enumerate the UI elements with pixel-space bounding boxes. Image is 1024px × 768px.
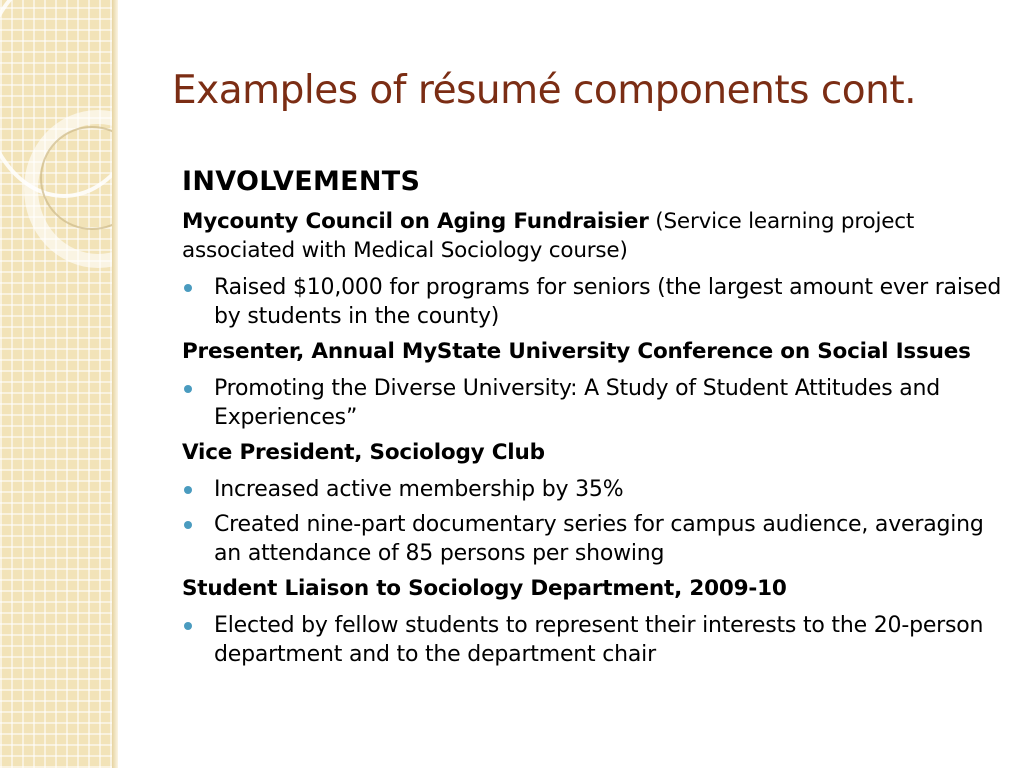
entry-role (182, 438, 1002, 467)
slide-title: Examples of résumé components cont. (172, 68, 917, 113)
decorative-side-panel (0, 0, 112, 768)
section-heading: INVOLVEMENTS (182, 166, 421, 197)
list-item-text: Promoting the Diverse University: A Study of Student Attitudes and Experiences” (214, 376, 941, 430)
bullet-list (182, 374, 1002, 432)
slide-content (182, 163, 1002, 675)
entry-role-note: (Service learning project associated with Medical Sociology course) (182, 209, 915, 263)
entry-role-title: Mycounty Council on Aging Fundraisier (182, 209, 649, 234)
entry-role-title: Student Liaison to Sociology Department, 2009-10 (182, 576, 787, 601)
list-item (182, 374, 1002, 432)
bullet-icon (184, 486, 192, 494)
entry-block (182, 337, 1002, 366)
bullet-icon (184, 521, 192, 529)
side-panel-edge (112, 0, 118, 768)
bullet-icon (184, 622, 192, 630)
bullet-list (182, 273, 1002, 331)
list-item-text: Created nine-part documentary series for campus audience, averaging an attendance of 85 persons per showing (214, 512, 984, 566)
list-item-text: Elected by fellow students to represent their interests to the 20-person department and to the department chair (214, 613, 984, 667)
list-item (182, 611, 1002, 669)
list-item-text: Raised $10,000 for programs for seniors (the largest amount ever raised by students in the county) (214, 275, 1002, 329)
entry-role-title: Vice President, Sociology Club (182, 440, 545, 465)
list-item (182, 273, 1002, 331)
entry-block (182, 438, 1002, 467)
bullet-list (182, 611, 1002, 669)
entry-role (182, 337, 1002, 366)
bullet-icon (184, 385, 192, 393)
entry-role-title: Presenter, Annual MyState University Conference on Social Issues (182, 339, 971, 364)
entry-block (182, 574, 1002, 603)
entry-role (182, 207, 1002, 265)
list-item (182, 475, 1002, 504)
list-item (182, 510, 1002, 568)
bullet-list (182, 475, 1002, 568)
list-item-text: Increased active membership by 35% (214, 477, 624, 502)
entry-block (182, 207, 1002, 265)
bullet-icon (184, 284, 192, 292)
entry-role (182, 574, 1002, 603)
